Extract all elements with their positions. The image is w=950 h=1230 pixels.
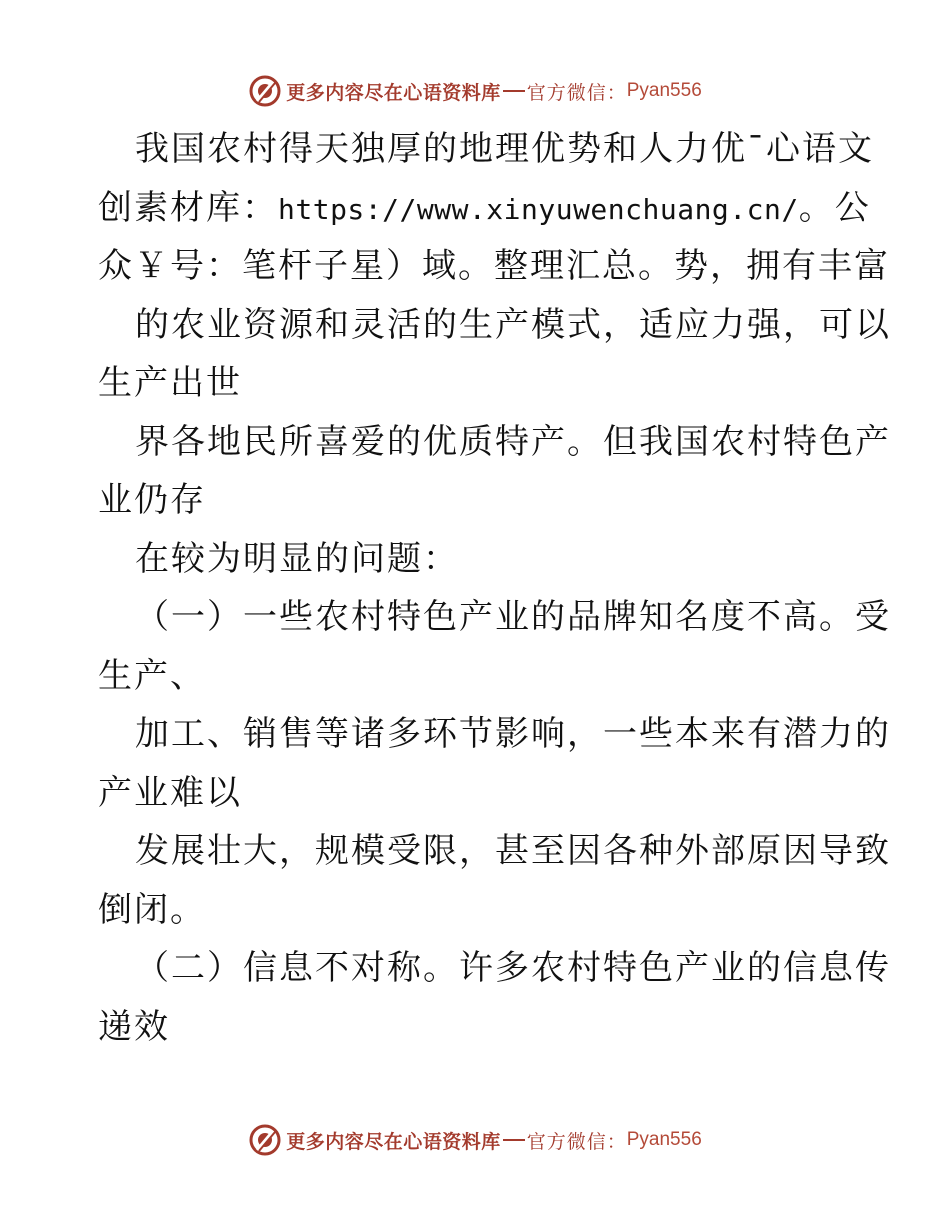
text-line: 加工、销售等诸多环节影响，一些本来有潜力的 [135, 714, 891, 754]
seal-logo-icon [248, 74, 282, 108]
document-body [98, 120, 891, 1056]
header-banner [0, 71, 950, 111]
banner-title: 更多内容尽在心语资料库 [286, 81, 501, 104]
banner-divider [503, 90, 525, 92]
banner-divider [503, 1139, 525, 1141]
text-line: 的农业资源和灵活的生产模式，适应力强，可以 [135, 304, 891, 345]
seal-logo-icon [248, 1123, 282, 1157]
banner-wechat-id: Pyan556 [626, 1129, 702, 1150]
banner-wechat-label: 官方微信： [526, 1130, 627, 1153]
text-line: （一）一些农村特色产业的品牌知名度不高。受 [135, 597, 891, 637]
text-line: 发展壮大，规模受限，甚至因各种外部原因导致 [135, 831, 891, 871]
text-line: 倒闭。 [98, 889, 206, 930]
text-line: 生产出世 [98, 363, 242, 403]
text-line: 界各地民所喜爱的优质特产。但我国农村特色产 [135, 421, 891, 462]
text-line: 在较为明显的问题： [135, 538, 459, 579]
text-line: 递效 [98, 1006, 170, 1047]
text-line: 产业难以 [98, 772, 242, 813]
text-fragment: 。公 [798, 187, 871, 228]
banner-wechat-label: 官方微信： [526, 81, 627, 104]
text-line [98, 179, 871, 238]
text-fragment: 创素材库： [98, 187, 278, 228]
url-link[interactable]: https://www.xinyuwenchuang.cn/ [278, 192, 799, 226]
text-line: 我国农村得天独厚的地理优势和人力优¯心语文 [135, 129, 874, 169]
banner-wechat-id: Pyan556 [626, 80, 702, 101]
banner-title: 更多内容尽在心语资料库 [286, 1130, 501, 1153]
footer-banner [0, 1120, 950, 1160]
text-line: 生产、 [98, 655, 206, 696]
text-line: 业仍存 [98, 480, 206, 520]
text-line: 众￥号：笔杆子星）域。整理汇总。势，拥有丰富 [98, 246, 890, 286]
text-line: （二）信息不对称。许多农村特色产业的信息传 [135, 948, 891, 988]
